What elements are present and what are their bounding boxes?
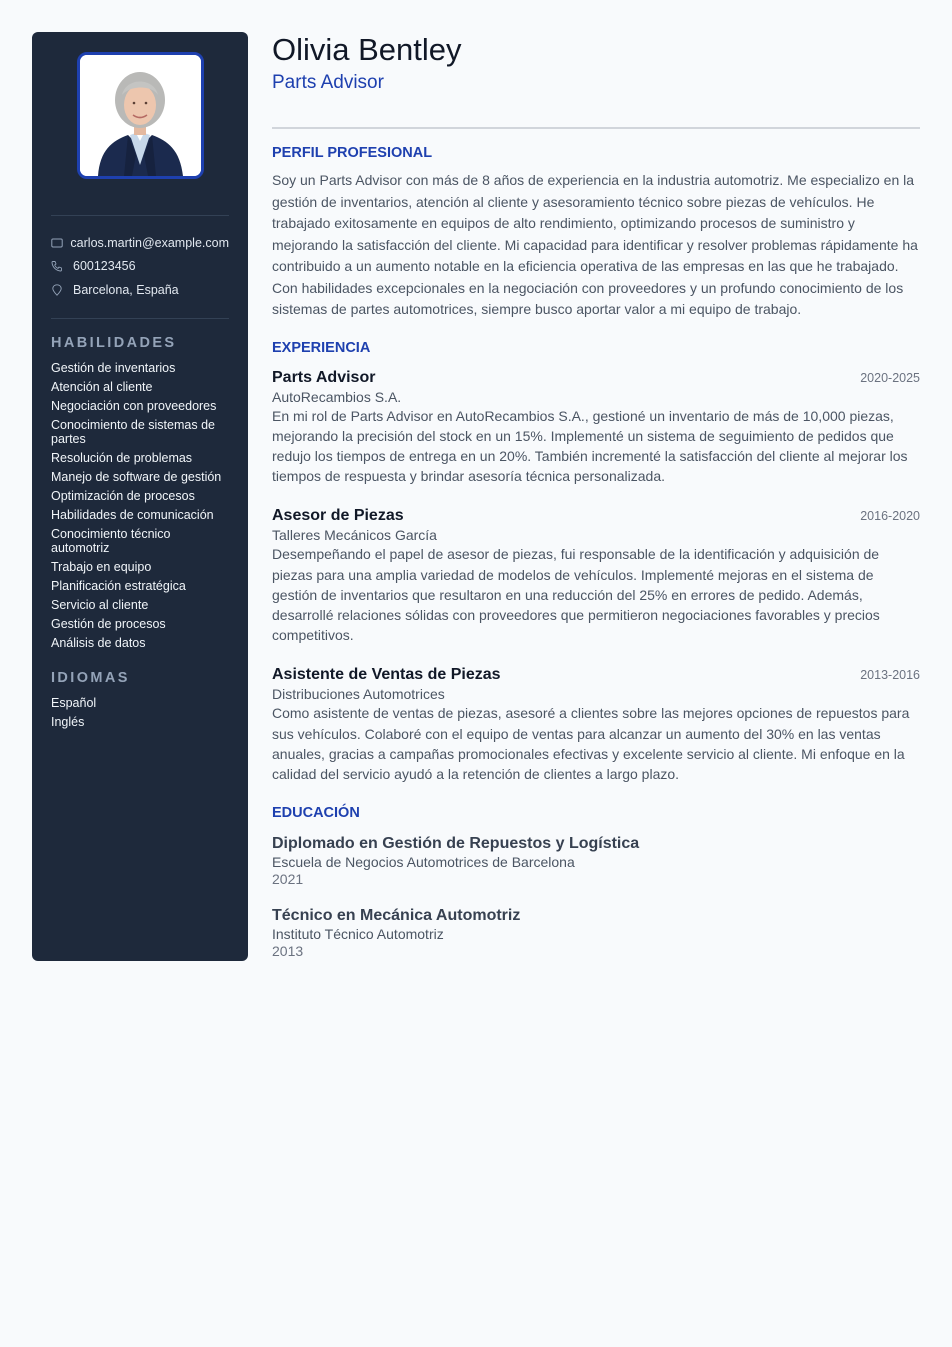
school-name: Instituto Técnico Automotriz — [272, 926, 444, 943]
phone-text[interactable]: 600123456 — [73, 259, 136, 274]
job-dates: 2013-2016 — [860, 668, 920, 683]
skill-item: Atención al cliente — [51, 379, 153, 394]
contact-email[interactable] — [51, 231, 229, 255]
job-company: Talleres Mecánicos García — [272, 527, 437, 544]
skills-list — [51, 361, 229, 650]
job-dates: 2020-2025 — [860, 370, 920, 385]
candidate-name: Olivia Bentley — [272, 32, 462, 67]
degree-title: Diplomado en Gestión de Repuestos y Logística — [272, 835, 640, 853]
graduation-year: 2021 — [272, 871, 304, 888]
summary-section — [272, 144, 920, 321]
skill-item: Resolución de problemas — [51, 450, 193, 465]
skill-item: Servicio al cliente — [51, 597, 149, 612]
job-company: AutoRecambios S.A. — [272, 388, 402, 405]
job-role: Parts Advisor — [272, 368, 376, 386]
languages-list — [51, 696, 229, 729]
education-entry — [272, 834, 920, 887]
job-description: En mi rol de Parts Advisor en AutoRecambios S.A., gestioné un inventario de más de 10,000 piezas, mejorando la precisión del stock en un 15%. Implementé un sistema de seguimiento de pedidos que redujo los tiempos de entrega en un 20%. También incrementé la satisfacción del cliente al mejorar los tiempos de respuesta y brindar asesoría técnica personalizada. — [272, 407, 908, 485]
experience-section — [272, 339, 920, 785]
job-description: Desempeñando el papel de asesor de piezas, fui responsable de la identificación y adquisición de piezas para una amplia variedad de modelos de vehículos. Implementé mejoras en el sistema de gestión de inventarios que resultaron en una reducción del 25% en errores de pedido. Además, desarrollé relaciones sólidas con proveedores que permitieron negociaciones favorables y precios competitivos. — [272, 546, 880, 644]
graduation-year: 2013 — [272, 943, 304, 960]
location-pin-icon — [51, 284, 73, 296]
experience-heading: EXPERIENCIA — [272, 339, 371, 356]
education-section — [272, 804, 920, 959]
candidate-title: Parts Advisor — [272, 72, 384, 93]
skill-item: Optimización de procesos — [51, 488, 195, 503]
skill-item: Conocimiento de sistemas de partes — [51, 417, 215, 446]
degree-title: Técnico en Mecánica Automotriz — [272, 907, 521, 925]
avatar-portrait-icon — [80, 55, 201, 176]
job-role: Asistente de Ventas de Piezas — [272, 666, 501, 684]
languages-heading: IDIOMAS — [51, 669, 130, 686]
skills-heading: HABILIDADES — [51, 334, 177, 351]
skill-item: Manejo de software de gestión — [51, 469, 222, 484]
language-item: Español — [51, 695, 97, 710]
skill-item: Conocimiento técnico automotriz — [51, 526, 171, 555]
profile-photo — [77, 52, 204, 179]
skill-item: Habilidades de comunicación — [51, 507, 214, 522]
experience-entry — [272, 368, 920, 487]
job-company: Distribuciones Automotrices — [272, 686, 445, 703]
job-description: Como asistente de ventas de piezas, asesoré a clientes sobre las mejores opciones de repuestos para sus vehículos. Colaboré con el equipo de ventas para alcanzar un aumento del 30% en las ventas anuales, gracias a campañas promocionales efectivas y excelente servicio al cliente. Mi enfoque en la calidad del servicio ayudó a la retención de clientes a largo plazo. — [272, 705, 910, 782]
skill-item: Análisis de datos — [51, 635, 146, 650]
main-content — [272, 32, 920, 959]
contact-info — [51, 231, 229, 302]
skill-item: Gestión de inventarios — [51, 360, 176, 375]
mail-icon — [51, 237, 70, 249]
skill-item: Gestión de procesos — [51, 616, 166, 631]
summary-text: Soy un Parts Advisor con más de 8 años de experiencia en la industria automotriz. Me especializo en la gestión de inventarios, atención al cliente y asesoramiento técnico sobre piezas de vehículos. He trabajado exitosamente en equipos de alto rendimiento, optimizando procesos de suministro y mejorando la satisfacción del cliente. Mi capacidad para identificar y resolver problemas rápidamente ha contribuido a un aumento notable en la eficiencia operativa de las empresas en las que he trabajado. Con habilidades excepcionales en la negociación con proveedores y un profundo conocimiento de los sistemas de partes automotrices, siempre busco aportar valor a mi equipo de trabajo. — [272, 172, 918, 317]
job-role: Asesor de Piezas — [272, 507, 404, 525]
sidebar — [32, 32, 248, 961]
school-name: Escuela de Negocios Automotrices de Barcelona — [272, 854, 575, 871]
summary-heading: PERFIL PROFESIONAL — [272, 145, 433, 161]
email-text[interactable]: carlos.martin@example.com — [70, 235, 229, 250]
header-divider — [272, 127, 920, 129]
location-text: Barcelona, España — [73, 282, 179, 297]
skill-item: Trabajo en equipo — [51, 559, 152, 574]
skill-item: Negociación con proveedores — [51, 398, 217, 413]
phone-icon — [51, 260, 73, 272]
sidebar-divider — [51, 318, 229, 319]
education-heading: EDUCACIÓN — [272, 805, 360, 822]
education-entry — [272, 906, 920, 959]
sidebar-divider — [51, 215, 229, 216]
experience-entry — [272, 665, 920, 784]
contact-phone[interactable] — [51, 255, 229, 279]
contact-location — [51, 278, 229, 302]
skill-item: Planificación estratégica — [51, 578, 186, 593]
experience-entry — [272, 506, 920, 645]
language-item: Inglés — [51, 714, 85, 729]
job-dates: 2016-2020 — [860, 509, 920, 524]
